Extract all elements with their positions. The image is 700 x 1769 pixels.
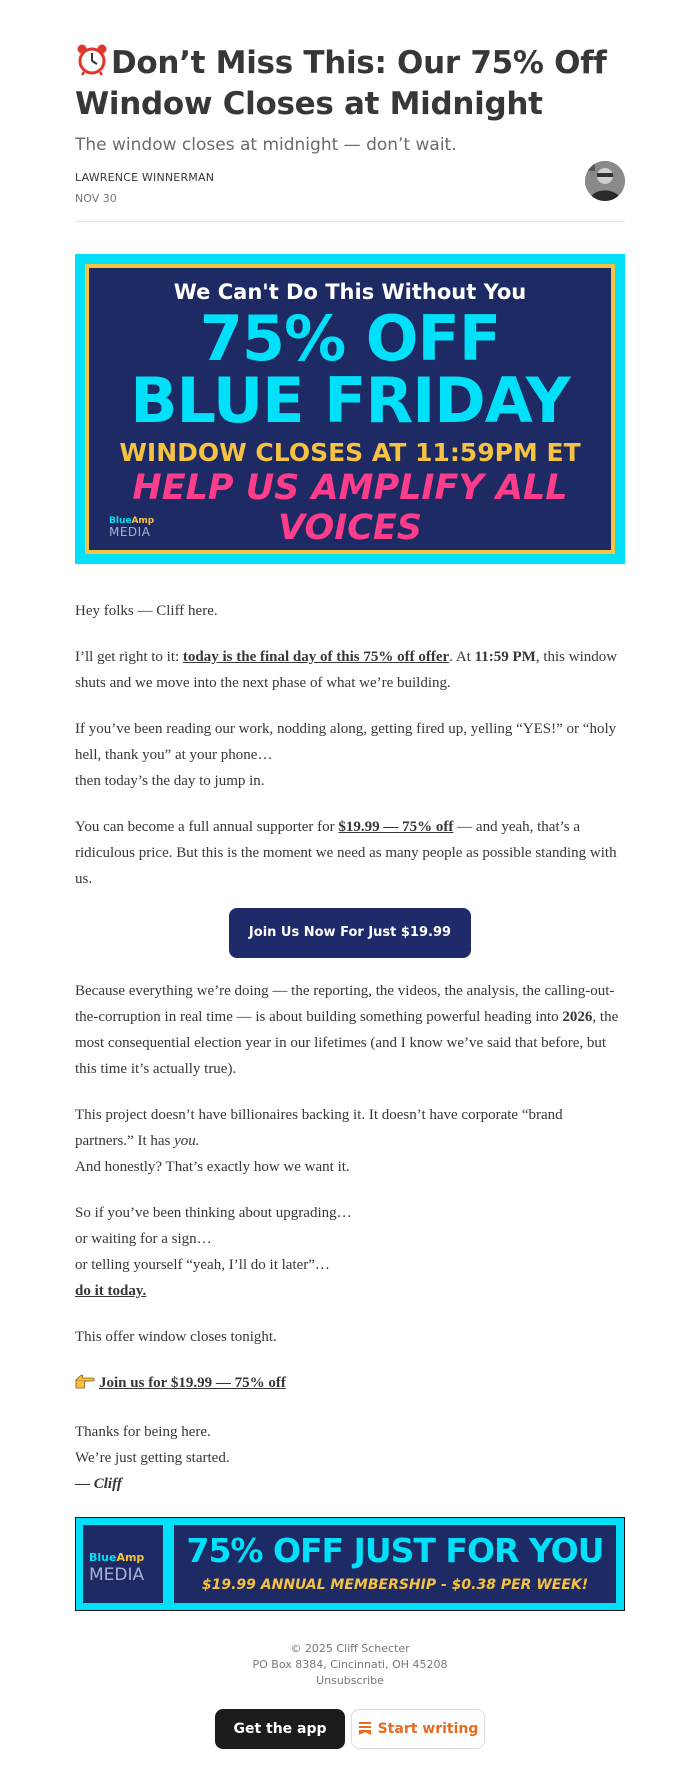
- paragraph: This offer window closes tonight.: [75, 1329, 277, 1345]
- paragraph: This project doesn’t have billionaires backing it. It doesn’t have corporate “brand partners.” It has you. And honestly? That’s exactly how we want it.: [75, 1107, 563, 1175]
- price-link[interactable]: $19.99 — 75% off: [338, 819, 454, 835]
- post-title-text: Don’t Miss This: Our 75% Off Window Closes at Midnight: [75, 45, 607, 122]
- substack-icon: [358, 1712, 372, 1750]
- blueamp-logo: BlueAmp MEDIA: [83, 1525, 163, 1603]
- membership-subline: $19.99 ANNUAL MEMBERSHIP - $0.38 PER WEEK!: [201, 1577, 589, 1593]
- avatar[interactable]: [585, 161, 625, 201]
- banner-event: BLUE FRIDAY: [130, 364, 570, 437]
- pointing-hand-icon: [75, 1373, 95, 1399]
- final-day-link[interactable]: today is the final day of this 75% off offer: [182, 649, 450, 665]
- unsubscribe-link[interactable]: Unsubscribe: [316, 1674, 384, 1687]
- post-subtitle: The window closes at midnight — don’t wait.: [75, 135, 457, 155]
- paragraph: If you’ve been reading our work, nodding along, getting fired up, yelling “YES!” or “holy hell, thank you” at your phone… then today’s the day to jump in.: [75, 721, 617, 789]
- membership-headline: 75% OFF JUST FOR YOU: [186, 1531, 604, 1570]
- author-name[interactable]: LAWRENCE WINNERMAN: [75, 171, 215, 184]
- paragraph: Hey folks — Cliff here.: [75, 603, 218, 619]
- paragraph: [75, 1370, 625, 1399]
- join-button[interactable]: Join Us Now For Just $19.99: [229, 908, 471, 958]
- byline: [75, 171, 625, 211]
- banner-slogan: HELP US AMPLIFY ALL VOICES: [132, 468, 568, 548]
- paragraph: Because everything we’re doing — the reporting, the videos, the analysis, the calling-out-the-corruption in real time — is about building something powerful heading into 2026, the most consequential election year in our lifetimes (and I know we’ve said that before, but this time it’s actually true).: [75, 983, 619, 1077]
- banner-tagline: We Can't Do This Without You: [173, 280, 527, 304]
- alarm-clock-icon: [75, 42, 109, 85]
- app-buttons: [75, 1709, 625, 1749]
- blue-friday-banner[interactable]: [75, 254, 625, 564]
- signature: Cliff: [93, 1476, 122, 1492]
- post-date: NOV 30: [75, 192, 117, 205]
- paragraph: So if you’ve been thinking about upgrading… or waiting for a sign… or telling yourself “yeah, I’ll do it later”… do it today.: [75, 1205, 352, 1299]
- post-body: [75, 598, 625, 1497]
- divider: [75, 221, 625, 222]
- copyright: © 2025 Cliff Schecter: [290, 1642, 410, 1655]
- membership-banner[interactable]: [75, 1517, 625, 1611]
- address: PO Box 8384, Cincinnati, OH 45208: [252, 1658, 448, 1671]
- paragraph: Thanks for being here. We’re just getting started. — Cliff: [75, 1424, 230, 1492]
- join-link[interactable]: Join us for $19.99 — 75% off: [99, 1375, 286, 1391]
- paragraph: I’ll get right to it: today is the final day of this 75% off offer. At 11:59 PM, this window shuts and we move into the next phase of what we’re building.: [75, 649, 618, 691]
- start-writing-button[interactable]: Start writing: [351, 1709, 485, 1749]
- footer: [75, 1641, 625, 1689]
- post-title: [75, 42, 625, 123]
- banner-discount: 75% OFF: [199, 302, 501, 375]
- get-app-button[interactable]: Get the app: [215, 1709, 345, 1749]
- blueamp-logo: BlueAmp MEDIA: [109, 516, 155, 539]
- paragraph: You can become a full annual supporter for $19.99 — 75% off — and yeah, that’s a ridiculous price. But this is the moment we need as many people as possible standing with us.: [75, 819, 617, 887]
- do-it-today-link[interactable]: do it today.: [75, 1283, 147, 1299]
- banner-deadline: WINDOW CLOSES AT 11:59PM ET: [119, 438, 581, 467]
